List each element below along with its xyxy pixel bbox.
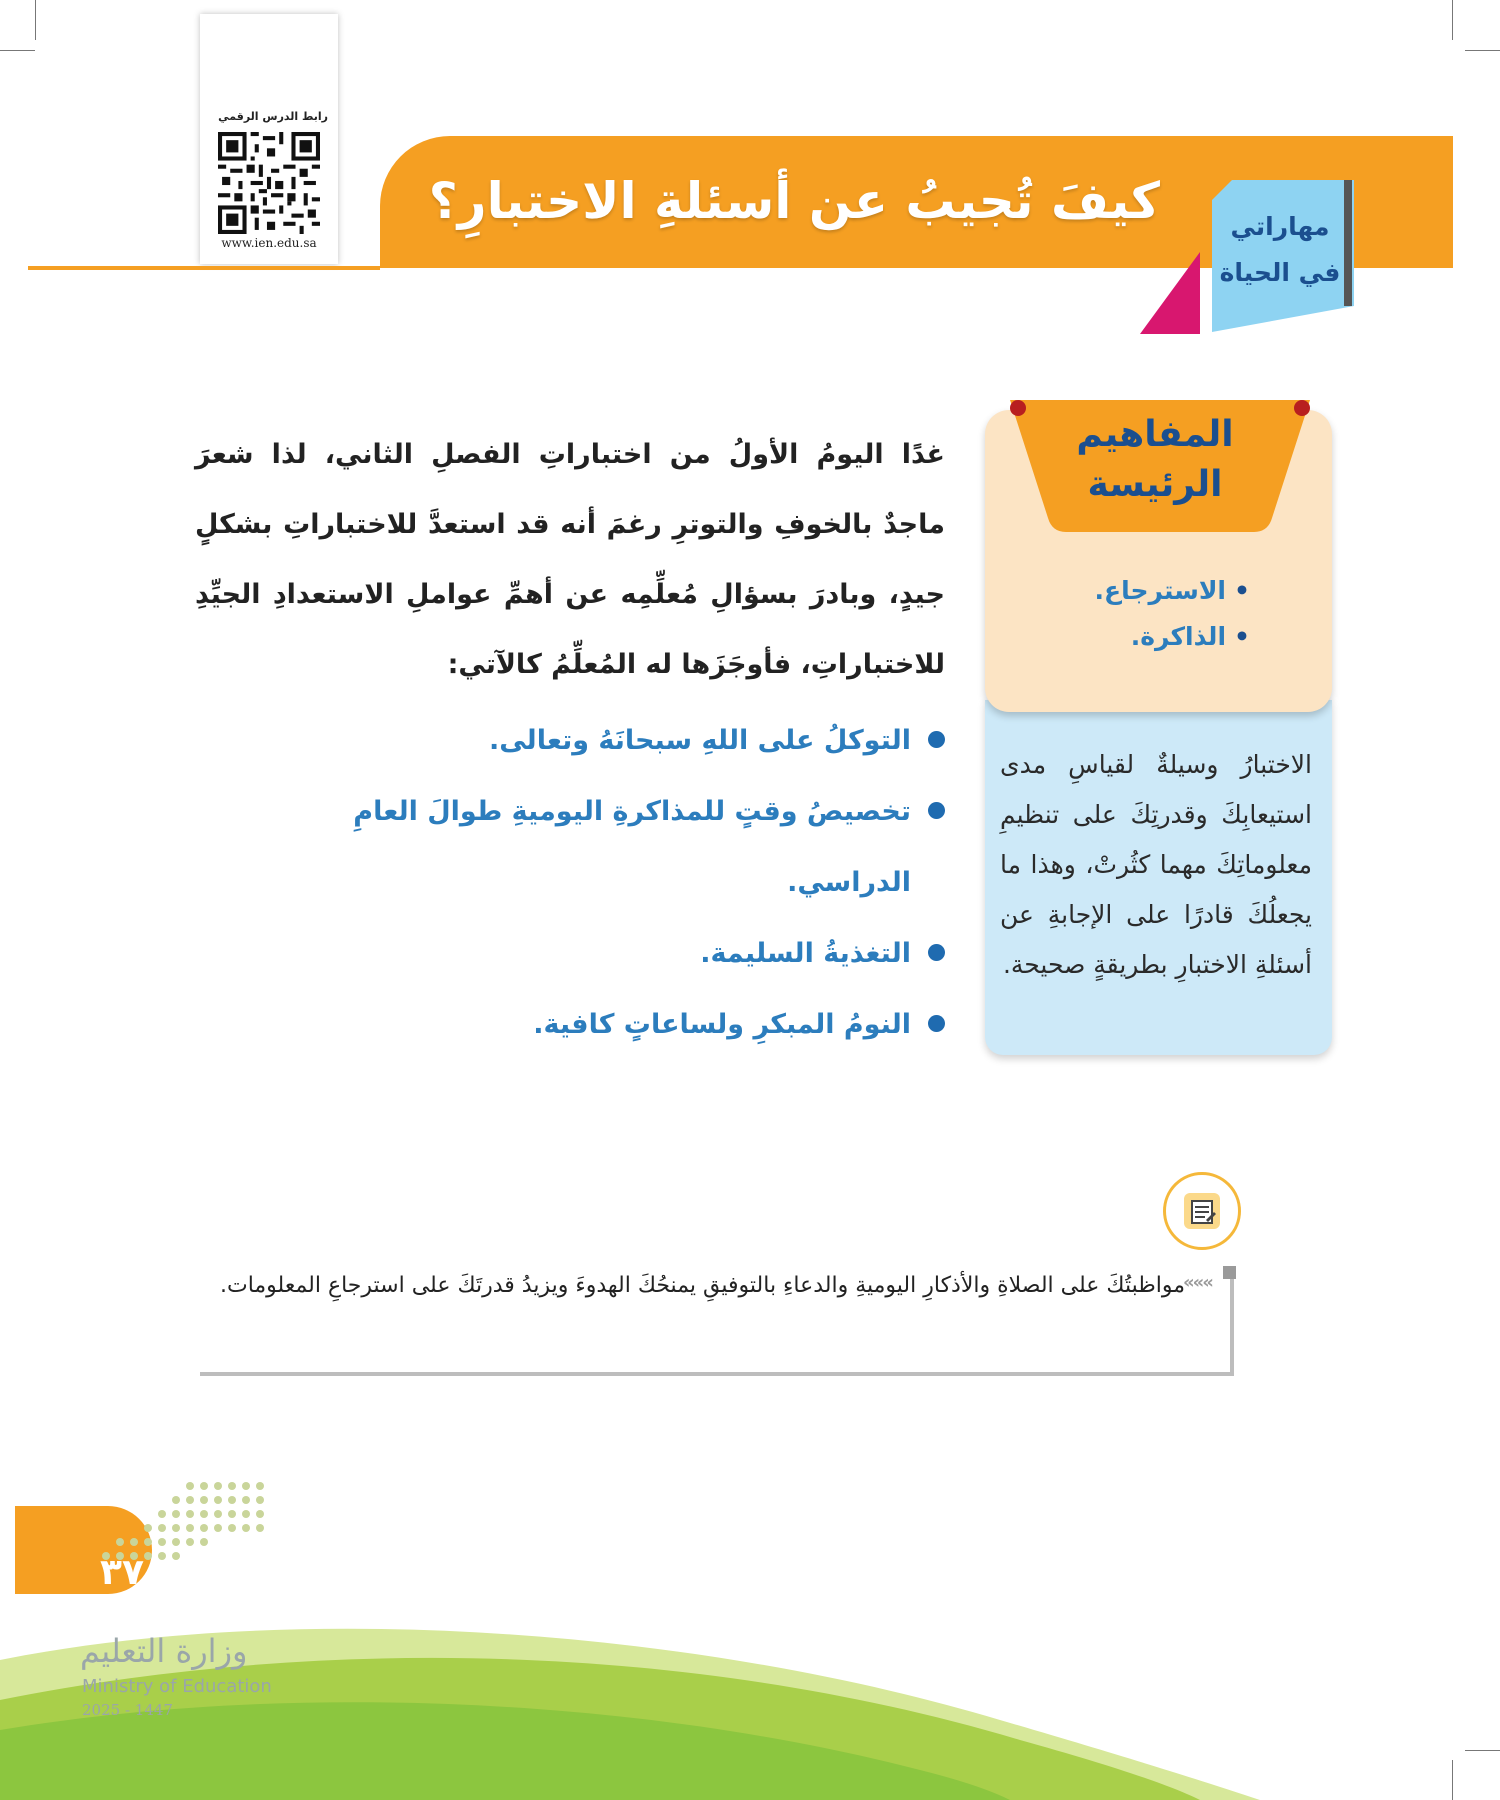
skills-badge-line2: في الحياة — [1219, 258, 1341, 287]
tip-text: النومُ المبكرِ ولساعاتٍ كافية. — [533, 1009, 911, 1040]
tip-item — [260, 918, 945, 989]
qr-url[interactable]: www.ien.edu.sa — [221, 236, 317, 250]
note-marker — [1223, 1266, 1236, 1279]
qr-label: رابط الدرس الرقمي — [218, 110, 328, 123]
concepts-list — [1040, 568, 1250, 660]
bullet-icon — [928, 944, 945, 961]
ministry-name-english: Ministry of Education — [82, 1676, 272, 1697]
intro-paragraph: غدًا اليومُ الأولُ من اختباراتِ الفصلِ الثاني، لذا شعرَ ماجدٌ بالخوفِ والتوترِ رغمَ أنه قد استعدَّ للاختباراتِ بشكلٍ جيدٍ، وبادرَ بسؤالِ مُعلِّمِه عن أهمِّ عواملِ الاستعدادِ الجيِّدِ للاختباراتِ، فأوجَزَها له المُعلِّمُ كالآتي: — [195, 439, 945, 680]
crop-mark — [0, 50, 35, 51]
quote-mark-icon: ««« — [1183, 1272, 1212, 1293]
definition-text: الاختبارُ وسيلةٌ لقياسِ مدى استيعابِكَ وقدرتِكَ على تنظيمِ معلوماتِكَ مهما كثُرتْ، وهذا ما يجعلُكَ قادرًا على الإجابةِ عن أسئلةِ الاختبارِ بطريقةٍ صحيحة. — [1000, 750, 1312, 979]
skills-badge-line1: مهاراتي — [1230, 212, 1330, 241]
crop-mark — [1452, 0, 1453, 40]
concept-item — [1040, 614, 1250, 660]
ministry-name-arabic: وزارة التعليم — [80, 1632, 248, 1670]
academic-year: 2025 - 1447 — [82, 1701, 173, 1719]
tip-item — [260, 989, 945, 1060]
badge-ribbon-shape — [1140, 252, 1200, 334]
tip-text: التوكلُ على اللهِ سبحانَهُ وتعالى. — [488, 725, 911, 756]
tip-text: تخصيصُ وقتٍ للمذاكرةِ اليوميةِ طوالَ العامِ الدراسي. — [353, 796, 911, 898]
header-underline — [28, 266, 380, 270]
concepts-title-line1: المفاهيم — [1076, 414, 1234, 455]
skills-badge-label — [1216, 204, 1344, 296]
concepts-title — [1040, 410, 1270, 510]
qr-code-icon[interactable] — [218, 132, 320, 234]
bullet-icon — [928, 802, 945, 819]
note-text: مواظبتُكَ على الصلاةِ والأذكارِ اليوميةِ والدعاءِ بالتوفيقِ يمنحُكَ الهدوءَ ويزيدُ قدرتَكَ على استرجاعِ المعلومات. — [219, 1273, 1185, 1298]
bullet-icon — [928, 731, 945, 748]
tip-text: التغذيةُ السليمة. — [700, 938, 911, 969]
tips-list — [260, 705, 945, 1060]
bullet-icon — [928, 1015, 945, 1032]
crop-mark — [1465, 50, 1500, 51]
tip-item — [260, 776, 945, 918]
bullet-icon: • — [1234, 576, 1250, 605]
note-icon — [1163, 1172, 1241, 1250]
bullet-icon: • — [1234, 622, 1250, 651]
tip-item — [260, 705, 945, 776]
concepts-title-line2: الرئيسة — [1087, 464, 1223, 505]
lesson-title: كيفَ تُجيبُ عن أسئلةِ الاختبارِ؟ — [428, 172, 1160, 230]
concept-item — [1040, 568, 1250, 614]
digital-lesson-card[interactable] — [200, 14, 338, 264]
notepad-icon — [1166, 1175, 1238, 1247]
crop-mark — [35, 0, 36, 40]
concept-text: الاسترجاع. — [1094, 576, 1227, 605]
concept-text: الذاكرة. — [1130, 622, 1227, 651]
page-number: ٣٧ — [100, 1552, 144, 1593]
